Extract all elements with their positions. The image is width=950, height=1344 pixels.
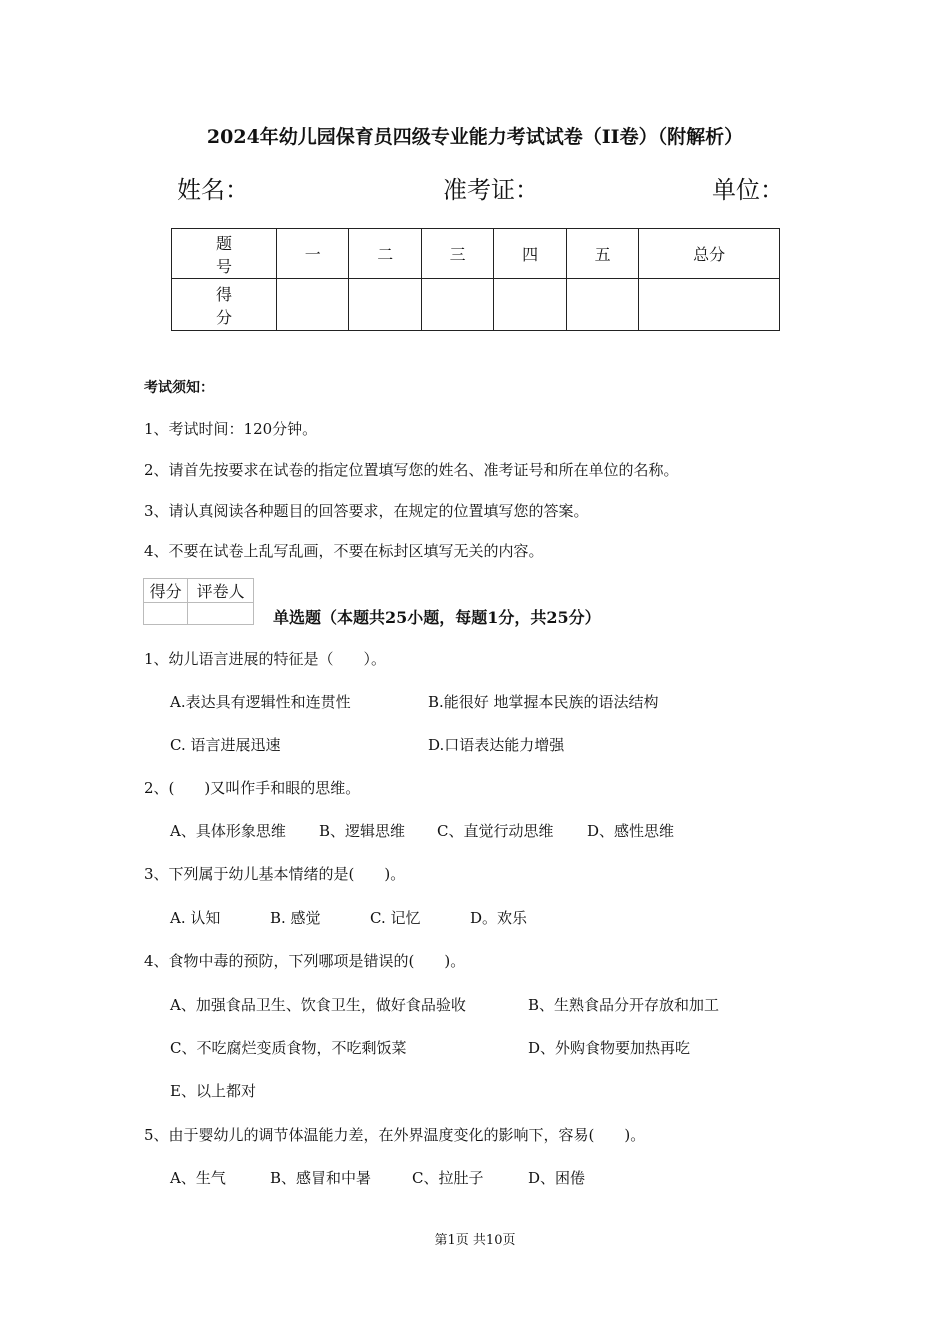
- question-1-option-b: B.能很好 地掌握本民族的语法结构: [428, 693, 659, 711]
- question-3-option-b: B. 感觉: [270, 909, 321, 927]
- grader-box-score-cell[interactable]: [144, 603, 188, 625]
- score-table-col-5: 五: [566, 229, 638, 279]
- name-field-label: 姓名：: [177, 176, 249, 204]
- grader-box-score-label: 得分: [144, 579, 188, 603]
- question-2-option-b: B、逻辑思维: [319, 822, 406, 840]
- question-1: 1、幼儿语言进展的特征是（ ）。: [144, 650, 387, 668]
- question-4-option-c: C、不吃腐烂变质食物，不吃剩饭菜: [170, 1039, 407, 1057]
- unit-field-label: 单位：: [712, 176, 784, 204]
- score-cell[interactable]: [421, 279, 493, 331]
- question-2-option-d: D、感性思维: [587, 822, 675, 840]
- score-table-col-1: 一: [277, 229, 349, 279]
- score-cell[interactable]: [277, 279, 349, 331]
- question-5-option-d: D、困倦: [528, 1169, 586, 1187]
- question-4-option-e: E、以上都对: [170, 1082, 256, 1100]
- question-3-option-a: A. 认知: [170, 909, 221, 927]
- score-table-col-2: 二: [349, 229, 421, 279]
- question-5: 5、由于婴幼儿的调节体温能力差，在外界温度变化的影响下，容易( )。: [144, 1126, 646, 1144]
- grader-box-grader-label: 评卷人: [188, 579, 254, 603]
- grader-box: [143, 578, 254, 625]
- exam-id-field-label: 准考证：: [443, 176, 539, 204]
- question-5-option-a: A、生气: [170, 1169, 226, 1187]
- question-2: 2、( )又叫作手和眼的思维。: [144, 779, 361, 797]
- notes-item: 2、请首先按要求在试卷的指定位置填写您的姓名、准考证号和所在单位的名称。: [144, 461, 679, 479]
- score-table-col-4: 四: [494, 229, 566, 279]
- question-5-option-c: C、拉肚子: [412, 1169, 484, 1187]
- question-3: 3、下列属于幼儿基本情绪的是( )。: [144, 865, 406, 883]
- score-cell[interactable]: [494, 279, 566, 331]
- score-table-col-3: 三: [421, 229, 493, 279]
- score-cell[interactable]: [566, 279, 638, 331]
- score-table: [171, 228, 780, 331]
- question-2-option-c: C、直觉行动思维: [437, 822, 554, 840]
- score-table-col-total: 总分: [639, 229, 780, 279]
- question-3-option-c: C. 记忆: [370, 909, 421, 927]
- score-cell-total[interactable]: [639, 279, 780, 331]
- question-4-option-a: A、加强食品卫生、饮食卫生，做好食品验收: [170, 996, 466, 1014]
- page-footer: 第1页 共10页: [434, 1233, 516, 1248]
- question-2-option-a: A、具体形象思维: [170, 822, 286, 840]
- question-5-option-b: B、感冒和中暑: [270, 1169, 372, 1187]
- notes-item: 4、不要在试卷上乱写乱画，不要在标封区填写无关的内容。: [144, 542, 544, 560]
- grader-box-grader-cell[interactable]: [188, 603, 254, 625]
- score-cell[interactable]: [349, 279, 421, 331]
- question-1-option-d: D.口语表达能力增强: [428, 736, 565, 754]
- section-title: 单选题（本题共25小题，每题1分，共25分）: [273, 608, 601, 627]
- question-4: 4、食物中毒的预防，下列哪项是错误的( )。: [144, 952, 466, 970]
- question-4-option-b: B、生熟食品分开存放和加工: [528, 996, 720, 1014]
- score-table-header-row: [172, 229, 780, 279]
- question-1-option-c: C. 语言进展迅速: [170, 736, 281, 754]
- score-table-row-label: 得 分: [172, 279, 277, 331]
- notes-item: 1、考试时间：120分钟。: [144, 420, 318, 438]
- question-1-option-a: A.表达具有逻辑性和连贯性: [170, 693, 351, 711]
- exam-title: 2024年幼儿园保育员四级专业能力考试试卷（II卷）（附解析）: [206, 126, 744, 148]
- notes-item: 3、请认真阅读各种题目的回答要求，在规定的位置填写您的答案。: [144, 502, 589, 520]
- notes-heading: 考试须知：: [144, 380, 214, 396]
- score-table-score-row: [172, 279, 780, 331]
- score-table-header-label: 题 号: [172, 229, 277, 279]
- question-3-option-d: D。欢乐: [470, 909, 528, 927]
- question-4-option-d: D、外购食物要加热再吃: [528, 1039, 691, 1057]
